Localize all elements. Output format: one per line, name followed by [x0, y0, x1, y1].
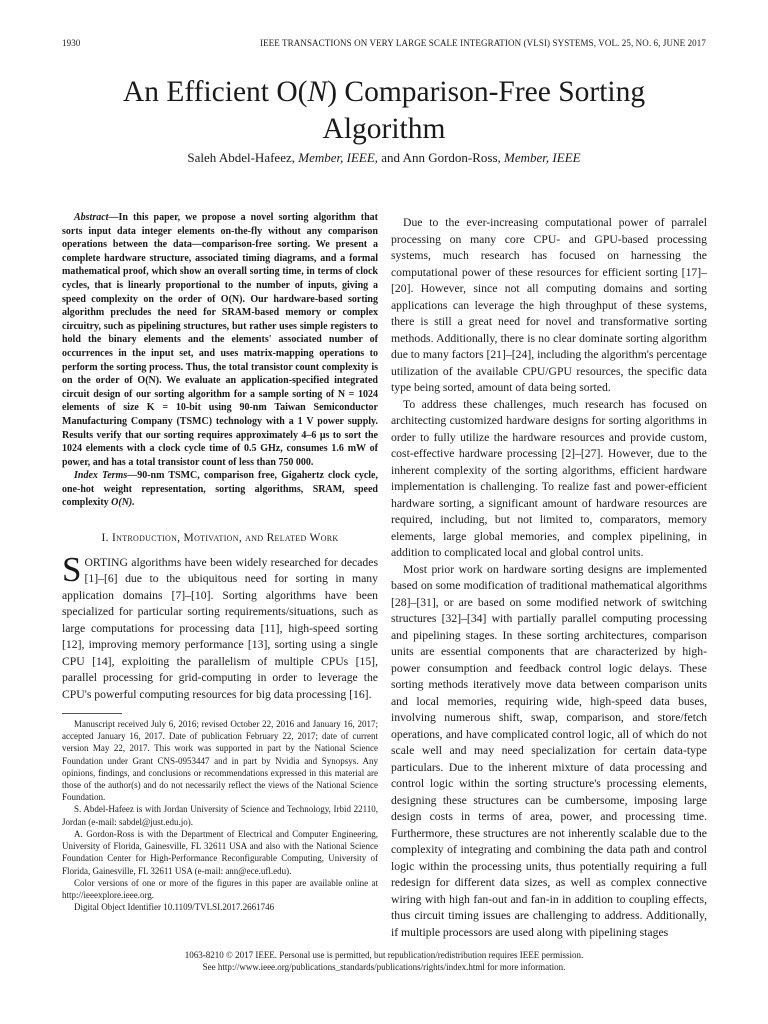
title-part1: An Efficient O(	[122, 76, 308, 108]
page-number: 1930	[62, 38, 81, 48]
footnote-manuscript: Manuscript received July 6, 2016; revised October 22, 2016 and January 16, 2017; accepted January 16, 2017. Date of publication February 22, 2017; date of current version May 22, 2017. This work was supported in part by the National Science Foundation under Grant CNS-0953447 and in part by Nvidia and Synopsys. Any opinions, findings, and conclusions or recommendations expressed in this material are those of the author(s) and do not necessarily reflect the views of the National Science Foundation.	[62, 719, 378, 803]
right-column	[391, 215, 707, 941]
abstract	[62, 211, 378, 469]
section-heading	[62, 530, 378, 547]
drop-cap: S	[62, 549, 82, 589]
footnote-divider	[62, 713, 122, 714]
index-terms-lead: Index Terms—	[74, 470, 138, 482]
membership2: Member, IEEE	[504, 150, 581, 165]
index-terms-text: 90-nm TSMC, comparison free, Gigahertz clock cycle, one-hot weight representation, sorting algorithms, SRAM, speed complexity	[62, 470, 378, 509]
body-paragraph: Due to the ever-increasing computational power of parralel processing on many core CPU- and GPU-based processing systems, much research has focused on harnessing the computational power of these resources for efficient sorting [17]–[20]. However, since not all computing domains and sorting applications can leverage the high throughput of these systems, there is still a great need for novel and transformative sorting methods. Additionally, there is no clear dominate sorting algorithm due to many factors [21]–[24], including the algorithm's percentage utilization of the available CPU/GPU resources, the specific data type being sorted, amount of data being sorted.	[391, 216, 707, 394]
footnote-author2: A. Gordon-Ross is with the Department of Electrical and Computer Engineering, University of Florida, Gainesville, FL 32611 USA and also with the National Science Foundation Center for High-Performance Reconfigurable Computing, University of Florida, Gainesville, FL 32611 USA (e-mail: ann@ece.ufl.edu).	[62, 828, 378, 876]
membership1: Member, IEEE	[298, 150, 375, 165]
rights-url-line: See http://www.ieee.org/publications_standards/publications/rights/index.html for more information.	[202, 962, 566, 972]
title-n: N	[307, 76, 328, 108]
footnote-color: Color versions of one or more of the figures in this paper are available online at http://ieeexplore.ieee.org.	[62, 877, 378, 900]
body-paragraph: Most prior work on hardware sorting designs are implemented based on some modification of traditional mathematical algorithms [28]–[31], or are based on some modified network of switching structures [32]–[34] with partially parallel computing processing and pipelining stages. In these sorting architectures, comparison units are essential components that are characterized by high-power consumption and feedback control logic delays. These sorting methods iteratively move data between comparison units and local memories, requiring wide, high-speed data buses, involving numerous shift, swap, comparison, and store/fetch operations, and have complicated control logic, all of which do not scale well and may need specialization for certain data-type particulars. Due to the inherent mixture of data processing and control logic within the sorting structure's processing elements, designing these structures can be cumbersome, imposing large design costs in terms of area, power, and processing time. Furthermore, these structures are not inherently scalable due to the complexity of integrating and combining the data path and control logic within the processing units, thus potentially requiring a full redesign for different data sizes, as well as complex connective wiring with high fan-out and fan-in in addition to coupling effects, thus circuit timing issues are challenging to address. Additionally, if multiple processors are used along with pipelining stages	[391, 562, 707, 939]
body-paragraph: To address these challenges, much research has focused on architecting customized hardware designs for sorting algorithms in order to fully utilize the hardware resources and provide custom, cost-effective hardware processing [2]–[27]. However, due to the inherent complexity of the sorting algorithms, efficient hardware implementation is challenging. To realize fast and power-efficient hardware sorting, a significant amount of hardware resources are required, including, but not limited to, comparators, memory elements, large global memories, and complex pipelining, in addition to complicated local and global control units.	[391, 397, 707, 559]
running-header	[62, 38, 706, 48]
left-column	[62, 211, 378, 913]
author-list	[0, 150, 768, 166]
abstract-text: In this paper, we propose a novel sorting algorithm that sorts input data integer elements on-the-fly without any comparison operations between the data—comparison-free sorting. We present a complete hardware structure, associated timing diagrams, and a formal mathematical proof, which show an overall sorting time, in terms of clock cycles, that is linearly proportional to the number of inputs, giving a speed complexity on the order of O(N). Our hardware-based sorting algorithm precludes the need for SRAM-based memory or complex circuitry, such as pipelining structures, but rather uses simple registers to hold the binary elements and the elements' associated number of occurrences in the input set, and uses matrix-mapping operations to perform the sorting process. Thus, the total transistor count complexity is on the order of O(N). We evaluate an application-specified integrated circuit design of our sorting algorithm for a sample sorting of N = 1024 elements of size K = 10-bit using 90-nm Taiwan Semiconductor Manufacturing Company (TSMC) technology with a 1 V power supply. Results verify that our sorting requires approximately 4–6 μs to sort the 1024 elements with a clock cycle time of 0.5 GHz, consumes 1.6 mW of power, and has a total transistor count of less than 750 000.	[62, 212, 378, 468]
author-connector: , and Ann Gordon-Ross,	[374, 150, 501, 165]
abstract-lead: Abstract—	[74, 212, 119, 223]
copyright-footer	[0, 949, 768, 973]
intro-text: ORTING algorithms have been widely researched for decades [1]–[6] due to the ubiquitous need for sorting in many application domains [7]–[10]. Sorting algorithms have been specialized for particular sorting requirements/situations, such as large computations for processing data [11], high-speed sorting [12], improving memory performance [13], sorting using a single CPU [14], exploiting the parallelism of multiple CPUs [15], parallel processing for grid-computing in order to leverage the CPU's powerful computing resources for big data processing [16].	[62, 555, 378, 701]
title-line2: Algorithm	[322, 113, 446, 145]
copyright-line: 1063-8210 © 2017 IEEE. Personal use is permitted, but republication/redistribution requires IEEE permission.	[184, 950, 584, 960]
title-part2: ) Comparison-Free Sorting	[327, 76, 646, 108]
footnote-doi: Digital Object Identifier 10.1109/TVLSI.2017.2661746	[74, 902, 275, 913]
section-title: Introduction, Motivation, and Related Work	[111, 532, 339, 545]
section-numeral: I.	[101, 532, 109, 545]
author1: Saleh Abdel-Hafeez,	[187, 150, 295, 165]
journal-name: IEEE TRANSACTIONS ON VERY LARGE SCALE INTEGRATION (VLSI) SYSTEMS, VOL. 25, NO. 6, JUNE 2017	[259, 38, 706, 48]
index-terms	[62, 469, 378, 510]
footnote-author1: S. Abdel-Hafeez is with Jordan University of Science and Technology, Irbid 22110, Jordan (e-mail: sabdel@just.edu.jo).	[62, 804, 378, 827]
intro-paragraph	[62, 549, 378, 704]
index-terms-tail: O(N).	[111, 497, 135, 509]
paper-title	[0, 74, 768, 148]
